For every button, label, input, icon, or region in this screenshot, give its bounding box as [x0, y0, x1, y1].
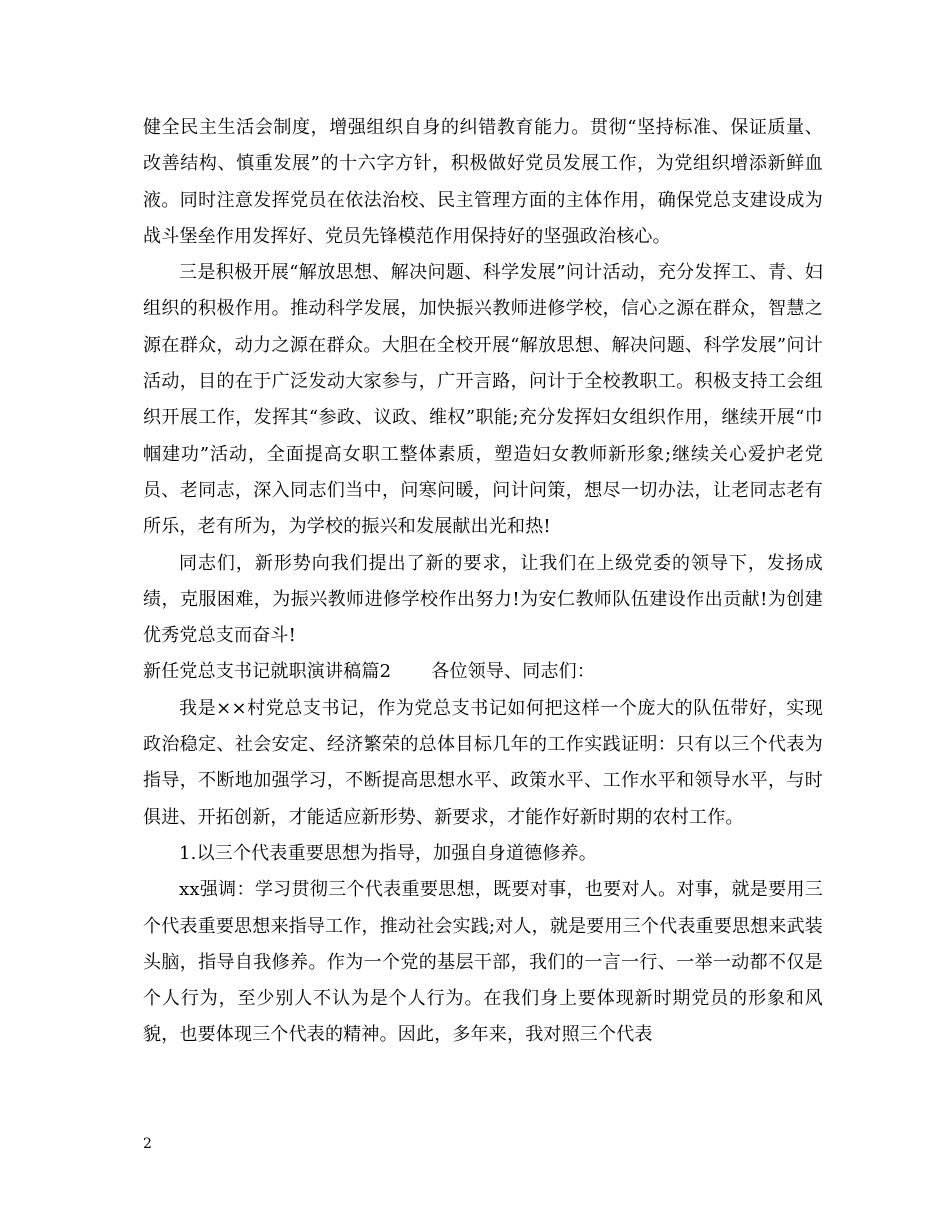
paragraph-5: 1.以三个代表重要思想为指导，加强自身道德修养。	[179, 842, 597, 864]
paragraph-2: 三是积极开展“解放思想、解决问题、科学发展”问计活动，充分发挥工、青、妇组织的积极作用。推动科学发展，加快振兴教师进修学校，信心之源在群众，智慧之源在群众，动力之源在群众。大胆在全校开展“解放思想、解决问题、科学发展”问计活动，目的在于广泛发动大家参与，广开言路，问计于全校教职工。积极支持工会组织开展工作，发挥其“参政、议政、维权”职能;充分发挥妇女组织作用，继续开展“巾帼建功”活动，全面提高女职工整体素质，塑造妇女教师新形象;继续关心爱护老党员、老同志，深入同志们当中，问寒问暖，问计问策，想尽一切办法，让老同志老有所乐，老有所为，为学校的振兴和发展献出光和热!	[143, 262, 823, 538]
paragraph-1: 健全民主生活会制度，增强组织自身的纠错教育能力。贯彻“坚持标准、保证质量、改善结构、慎重发展”的十六字方针，积极做好党员发展工作，为党组织增添新鲜血液。同时注意发挥党员在依法治校、民主管理方面的主体作用，确保党总支建设成为战斗堡垒作用发挥好、党员先锋模范作用保持好的坚强政治核心。	[143, 117, 823, 247]
paragraph-3: 同志们，新形势向我们提出了新的要求，让我们在上级党委的领导下，发扬成绩，克服困难，为振兴教师进修学校作出努力!为安仁教师队伍建设作出贡献!为创建优秀党总支而奋斗!	[143, 552, 823, 647]
speech-greeting: 各位领导、同志们：	[431, 661, 596, 683]
paragraph-4: 我是××村党总支书记，作为党总支书记如何把这样一个庞大的队伍带好，实现政治稳定、社会安定、经济繁荣的总体目标几年的工作实践证明：只有以三个代表为指导，不断地加强学习，不断提高思想水平、政策水平、工作水平和领导水平，与时俱进、开拓创新，才能适应新形势、新要求，才能作好新时期的农村工作。	[143, 697, 823, 828]
paragraph-6: xx强调：学习贯彻三个代表重要思想，既要对事，也要对人。对事，就是要用三个代表重要思想来指导工作，推动社会实践;对人，就是要用三个代表重要思想来武装头脑，指导自我修养。作为一个党的基层干部，我们的一言一行、一举一动都不仅是个人行为，至少别人不认为是个人行为。在我们身上要体现新时期党员的形象和风貌，也要体现三个代表的精神。因此，多年来，我对照三个代表	[143, 879, 823, 1046]
document-body	[143, 110, 823, 1054]
section-heading	[143, 654, 823, 690]
page-number: 2	[143, 1136, 152, 1152]
section-title: 新任党总支书记就职演讲稿篇2	[143, 661, 392, 683]
